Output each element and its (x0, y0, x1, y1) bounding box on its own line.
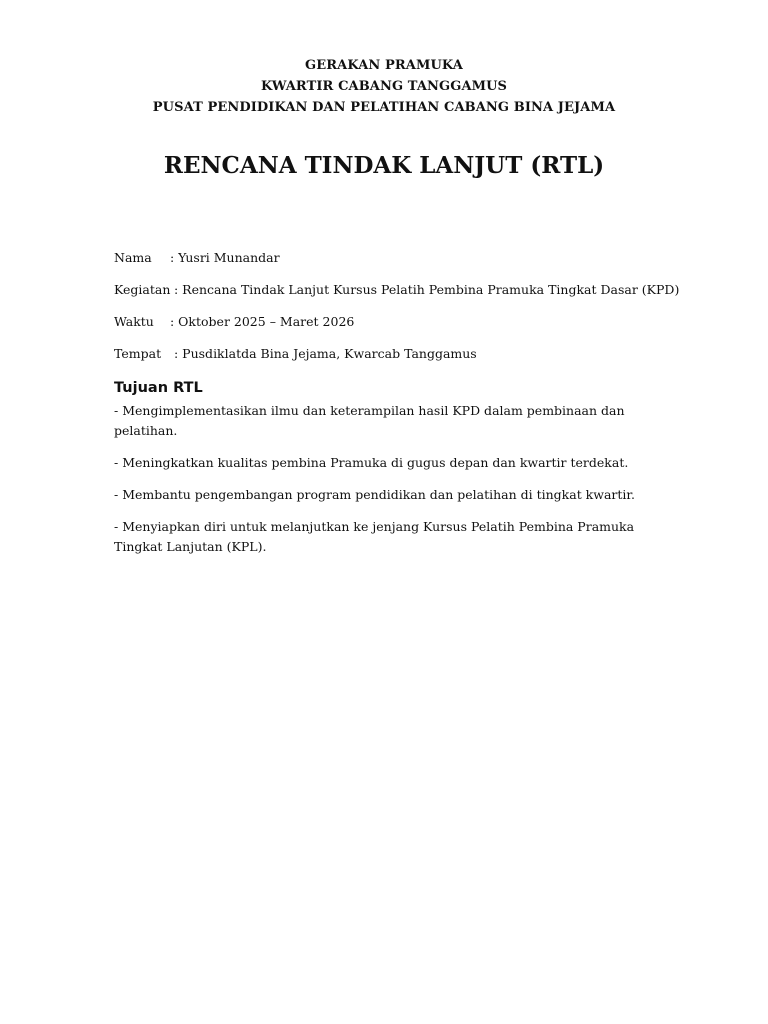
goal-item: - Membantu pengembangan program pendidikan dan pelatihan di tingkat kwartir. (114, 487, 635, 502)
document-header (0, 55, 768, 118)
info-label: Tempat (114, 346, 162, 361)
info-label: Waktu (114, 314, 154, 329)
info-value: : Rencana Tindak Lanjut Kursus Pelatih Pembina Pramuka Tingkat Dasar (KPD) (174, 282, 680, 297)
info-row-kegiatan (114, 281, 680, 313)
header-organization: GERAKAN PRAMUKA (305, 58, 463, 73)
info-label: Kegiatan (114, 282, 171, 297)
header-branch: KWARTIR CABANG TANGGAMUS (260, 79, 508, 94)
goals-heading: Tujuan RTL (114, 380, 203, 396)
document-title: RENCANA TINDAK LANJUT (RTL) (163, 152, 605, 179)
info-row-tempat (114, 345, 674, 377)
info-label: Nama (114, 250, 152, 265)
info-block (114, 249, 680, 377)
goal-item: - Mengimplementasikan ilmu dan keterampilan hasil KPD dalam pembinaan dan pelatihan. (114, 403, 625, 438)
info-value: : Oktober 2025 – Maret 2026 (170, 314, 355, 329)
header-training-center: PUSAT PENDIDIKAN DAN PELATIHAN CABANG BINA JEJAMA (152, 100, 616, 115)
goals-list (114, 401, 659, 569)
info-value: : Pusdiklatda Bina Jejama, Kwarcab Tanggamus (174, 346, 477, 361)
goal-item: - Menyiapkan diri untuk melanjutkan ke jenjang Kursus Pelatih Pembina Pramuka Tingkat Lanjutan (KPL). (114, 519, 635, 554)
info-row-waktu (114, 313, 674, 345)
info-value: : Yusri Munandar (170, 250, 280, 265)
goal-item: - Meningkatkan kualitas pembina Pramuka di gugus depan dan kwartir terdekat. (114, 455, 629, 470)
info-row-nama (114, 249, 674, 281)
